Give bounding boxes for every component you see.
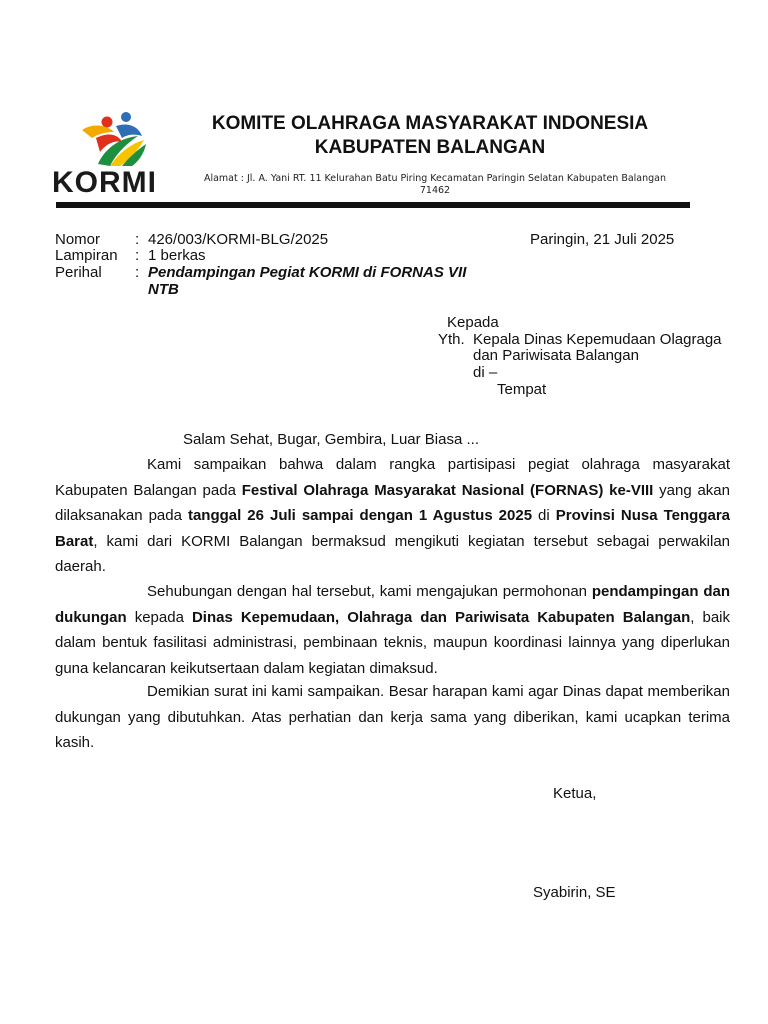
recipient-kepada: Kepada [447, 314, 499, 331]
paragraph-3: Demikian surat ini kami sampaikan. Besar harapan kami agar Dinas dapat memberikan dukungan yang dibutuhkan. Atas perhatian dan kerja sama yang diberikan, kami ucapkan terima kasih. [55, 683, 730, 751]
signature-title: Ketua, [553, 785, 597, 802]
signature-name: Syabirin, SE [533, 884, 616, 901]
lampiran-value: 1 berkas [148, 247, 206, 264]
perihal-value [148, 264, 508, 298]
recipient-line2: dan Pariwisata Balangan [473, 347, 639, 364]
kormi-emblem-icon [52, 108, 172, 170]
letter-date: Paringin, 21 Juli 2025 [530, 231, 675, 248]
recipient-di: di – [473, 364, 498, 381]
perihal-colon: : [135, 264, 140, 281]
recipient-tempat: Tempat [497, 381, 547, 398]
org-name-line1: KOMITE OLAHRAGA MASYARAKAT INDONESIA [211, 113, 649, 134]
header-divider [56, 202, 690, 208]
nomor-colon: : [135, 231, 140, 248]
org-address: Alamat : Jl. A. Yani RT. 11 Kelurahan Batu Piring Kecamatan Paringin Selatan Kabupaten Balangan 71462 [203, 173, 667, 196]
paragraph-2: Sehubungan dengan hal tersebut, kami mengajukan permohonan pendampingan dan dukungan kepada Dinas Kepemudaan, Olahraga dan Pariwisata Kabupaten Balangan, baik dalam bentuk fasilitasi administrasi, pembinaan teknis, maupun koordinasi lainnya yang diperlukan guna kelancaran keikutsertaan dalam kegiatan dimaksud. [55, 583, 730, 677]
logo-text: KORMI [52, 166, 157, 199]
nomor-value: 426/003/KORMI-BLG/2025 [148, 231, 329, 248]
perihal-label: Perihal [55, 264, 102, 281]
lampiran-label: Lampiran [55, 247, 118, 264]
perihal-line1: Pendampingan Pegiat KORMI di FORNAS VII [148, 264, 467, 281]
recipient-yth: Yth. [438, 331, 465, 348]
recipient-line1: Kepala Dinas Kepemudaan Olagraga [473, 331, 722, 348]
nomor-label: Nomor [55, 231, 101, 248]
paragraph-1: Kami sampaikan bahwa dalam rangka partisipasi pegiat olahraga masyarakat Kabupaten Balangan pada Festival Olahraga Masyarakat Nasional (FORNAS) ke-VIII yang akan dilaksanakan pada tanggal 26 Juli sampai dengan 1 Agustus 2025 di Provinsi Nusa Tenggara Barat, kami dari KORMI Balangan bermaksud mengikuti kegiatan tersebut sebagai perwakilan daerah. [55, 456, 731, 575]
greeting: Salam Sehat, Bugar, Gembira, Luar Biasa ... [183, 431, 479, 448]
org-name-line2: KABUPATEN BALANGAN [314, 137, 546, 158]
lampiran-colon: : [135, 247, 140, 264]
kormi-logo [52, 108, 172, 200]
perihal-line2: NTB [148, 281, 179, 298]
